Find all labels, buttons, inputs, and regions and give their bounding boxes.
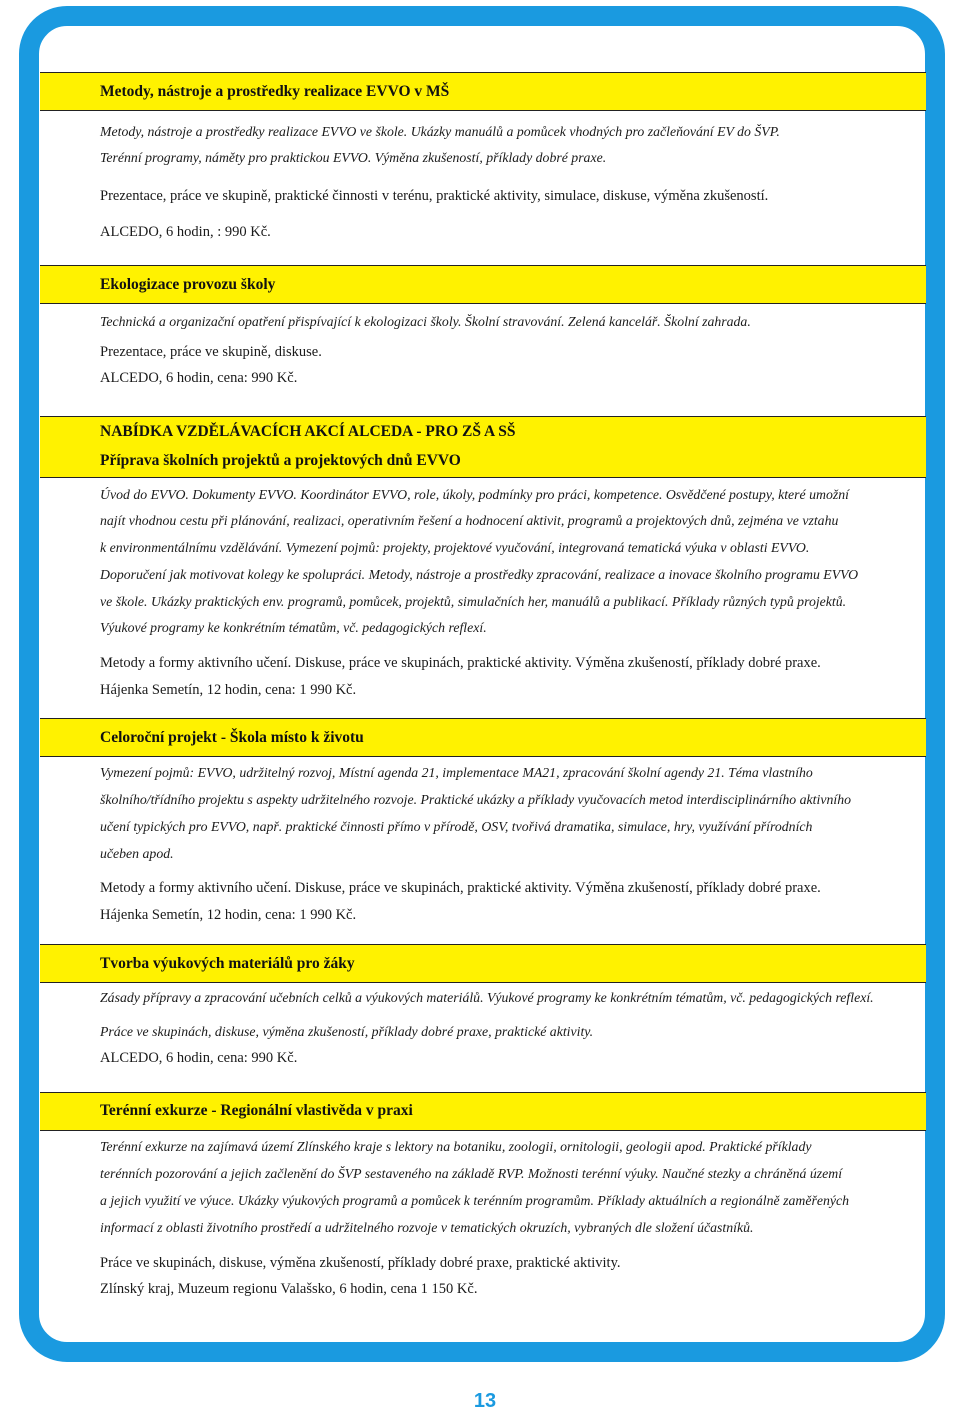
section-info: ALCEDO, 6 hodin, : 990 Kč. [100, 223, 271, 240]
section-info: Zlínský kraj, Muzeum regionu Valašsko, 6 hodin, cena 1 150 Kč. [100, 1281, 478, 1298]
section-description [40, 309, 926, 336]
text-line: Zásady přípravy a zpracování učebních celků a výukových materiálů. Výukové programy ke konkrétním tématům, vč. pedagogických reflexí. [100, 990, 874, 1006]
text-line: terénních pozorování a jejich začlenění do ŠVP sestaveného na základě RVP. Možnosti terénní výuky. Naučné stezky a chráněná území [100, 1165, 843, 1181]
section-info: Hájenka Semetín, 12 hodin, cena: 1 990 Kč. [100, 681, 357, 698]
text-line: informací z oblasti životního prostředí a udržitelného rozvoje v tematických okruzích, vybraných dle složení účastníků. [100, 1219, 754, 1235]
heading-text: Metody, nástroje a prostředky realizace EVVO v MŠ [100, 82, 450, 100]
heading-text: Příprava školních projektů a projektových dnů EVVO [100, 452, 461, 469]
section-methods: Metody a formy aktivního učení. Diskuse, práce ve skupinách, praktické aktivity. Výměna zkušeností, příklady dobré praxe. [100, 655, 821, 672]
text-line: a jejich využití ve výuce. Ukázky výukových programů a pomůcek k terénním programům. Příklady aktuálních a regionálně zaměřených [100, 1192, 849, 1208]
text-line: školního/třídního projektu s aspekty udržitelného rozvoje. Praktické ukázky a příklady vyučovacích metod interdisciplinárního aktivního [100, 792, 851, 808]
text-line: Terénní programy, náměty pro praktickou EVVO. Výměna zkušeností, příklady dobré praxe. [100, 150, 607, 165]
section-heading [40, 416, 926, 478]
text-line: najít vhodnou cestu při plánování, realizaci, operativním řešení a hodnocení aktivit, programů a projektových dnů, zejména ve vztahu [100, 513, 839, 529]
heading-text: Celoroční projekt - Škola místo k životu [100, 728, 364, 746]
heading-text: Terénní exkurze - Regionální vlastivěda v praxi [100, 1102, 413, 1120]
offer-title: NABÍDKA VZDĚLÁVACÍCH AKCÍ ALCEDA - PRO ZŠ A SŠ [100, 423, 516, 440]
text-line: učení typických pro EVVO, např. praktické činnosti přímo v přírodě, OSV, tvořivá dramatika, simulace, hry, využívání přírodních [100, 819, 813, 835]
section-description [40, 1133, 926, 1241]
section-description [40, 119, 926, 171]
text-line: ve škole. Ukázky praktických env. programů, pomůcek, projektů, simulačních her, manuálů a publikací. Příklady různých typů projektů. [100, 593, 847, 609]
section-methods: Práce ve skupinách, diskuse, výměna zkušeností, příklady dobré praxe, praktické aktivity. [100, 1254, 621, 1271]
text-line: Doporučení jak motivovat kolegy ke spolupráci. Metody, nástroje a prostředky zpracování, realizace a inovace školního programu EVVO [100, 566, 859, 582]
section-heading [40, 718, 926, 757]
document-content [40, 72, 926, 1303]
section-info: Hájenka Semetín, 12 hodin, cena: 1 990 Kč. [100, 906, 357, 923]
text-line: učeben apod. [100, 846, 174, 862]
section-heading [40, 1092, 926, 1131]
text-line: Úvod do EVVO. Dokumenty EVVO. Koordinátor EVVO, role, úkoly, podmínky pro práci, kompetence. Osvědčené postupy, které umožní [100, 486, 849, 502]
section-description [40, 482, 926, 643]
text-line: k environmentálnímu vzdělávání. Vymezení pojmů: projekty, projektové vyučování, integrovaná tematická výuka v oblasti EVVO. [100, 540, 810, 556]
page-number: 13 [473, 1390, 497, 1412]
section-description [40, 985, 926, 1045]
text-line: Práce ve skupinách, diskuse, výměna zkušeností, příklady dobré praxe, praktické aktivity. [100, 1024, 594, 1040]
section-info: ALCEDO, 6 hodin, cena: 990 Kč. [100, 1050, 298, 1067]
section-heading [40, 265, 926, 304]
section-heading [40, 944, 926, 983]
text-line: Vymezení pojmů: EVVO, udržitelný rozvoj, Místní agenda 21, implementace MA21, zpracování školní agendy 21. Téma vlastního [100, 765, 813, 781]
text-line: Terénní exkurze na zajímavá území Zlínského kraje s lektory na botaniku, zoologii, ornitologii, geologii apod. Praktické příklady [100, 1138, 812, 1154]
text-line: Technická a organizační opatření přispívající k ekologizaci školy. Školní stravování. Zelená kancelář. Školní zahrada. [100, 314, 751, 329]
section-methods: Prezentace, práce ve skupině, praktické činnosti v terénu, praktické aktivity, simulace, diskuse, výměna zkušeností. [100, 188, 769, 204]
text-line: Metody, nástroje a prostředky realizace EVVO ve škole. Ukázky manuálů a pomůcek vhodných pro začleňování EV do ŠVP. [100, 124, 780, 139]
section-description [40, 759, 926, 867]
heading-text: Ekologizace provozu školy [100, 275, 276, 293]
section-info: ALCEDO, 6 hodin, cena: 990 Kč. [100, 370, 298, 386]
text-line: Výukové programy ke konkrétním tématům, vč. pedagogických reflexí. [100, 620, 487, 636]
section-heading [40, 72, 926, 111]
section-methods: Metody a formy aktivního učení. Diskuse, práce ve skupinách, praktické aktivity. Výměna zkušeností, příklady dobré praxe. [100, 880, 821, 897]
section-methods: Prezentace, práce ve skupině, diskuse. [100, 343, 322, 360]
heading-text: Tvorba výukových materiálů pro žáky [100, 954, 355, 972]
